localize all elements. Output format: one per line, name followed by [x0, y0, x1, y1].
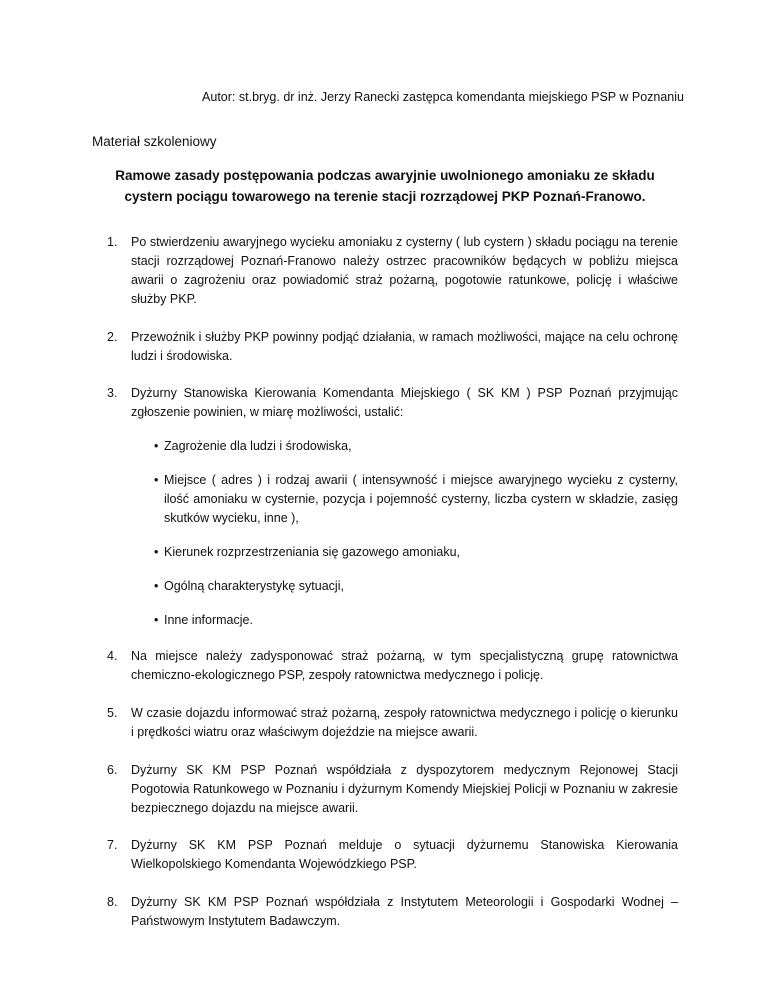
bullet-marker: •: [154, 473, 159, 487]
list-item: [92, 836, 678, 874]
item-number: 8.: [107, 895, 118, 909]
procedure-list: [92, 233, 678, 931]
material-label: Materiał szkoleniowy: [92, 134, 217, 149]
bullet-item: [131, 437, 678, 456]
bullet-item: [131, 611, 678, 630]
item-number: 1.: [107, 235, 118, 249]
list-item: [92, 384, 678, 630]
list-item: [92, 233, 678, 309]
bullet-item: [131, 471, 678, 528]
list-item: [92, 761, 678, 818]
item-number: 4.: [107, 649, 118, 663]
item-text: Po stwierdzeniu awaryjnego wycieku amoniaku z cysterny ( lub cystern ) składu pociągu na terenie stacji rozrządowej Poznań-Franowo należy ostrzec pracowników będących w pobliżu miejsca awarii o zagrożeniu oraz powiadomić straż pożarną, pogotowie ratunkowe, policję i właściwe służby PKP.: [131, 235, 678, 306]
item-text: Dyżurny SK KM PSP Poznań współdziała z Instytutem Meteorologii i Gospodarki Wodnej – Państwowym Instytutem Badawczym.: [131, 895, 678, 928]
bullet-item: [131, 543, 678, 562]
list-item: [92, 647, 678, 685]
item-number: 2.: [107, 330, 118, 344]
bullet-marker: •: [154, 439, 159, 453]
item-text: Na miejsce należy zadysponować straż pożarną, w tym specjalistyczną grupę ratownictwa chemiczno-ekologicznego PSP, zespoły ratownictwa medycznego i policję.: [131, 649, 678, 682]
bullet-text: Miejsce ( adres ) i rodzaj awarii ( intensywność i miejsce awaryjnego wycieku z cysterny, ilość amoniaku w cysternie, pozycja i pojemność cysterny, liczba cystern w składzie, zasięg skutków wycieku, inne ),: [164, 473, 678, 525]
bullet-marker: •: [154, 545, 159, 559]
bullet-text: Inne informacje.: [164, 613, 253, 627]
item-number: 7.: [107, 838, 118, 852]
item-number: 6.: [107, 763, 118, 777]
bullet-item: [131, 577, 678, 596]
bullet-text: Kierunek rozprzestrzeniania się gazowego amoniaku,: [164, 545, 460, 559]
item-text: Dyżurny SK KM PSP Poznań współdziała z dyspozytorem medycznym Rejonowej Stacji Pogotowia Ratunkowego w Poznaniu i dyżurnym Komendy Miejskiej Policji w Poznaniu w zakresie bezpiecznego dojazdu na miejsce awarii.: [131, 763, 678, 815]
author-line: Autor: st.bryg. dr inż. Jerzy Ranecki zastępca komendanta miejskiego PSP w Poznaniu: [202, 90, 684, 104]
list-item: [92, 704, 678, 742]
document-title: Ramowe zasady postępowania podczas awaryjnie uwolnionego amoniaku ze składu cystern pociągu towarowego na terenie stacji rozrządowej PKP Poznań-Franowo.: [115, 168, 655, 204]
item-text: Przewoźnik i służby PKP powinny podjąć działania, w ramach możliwości, mające na celu ochronę ludzi i środowiska.: [131, 330, 678, 363]
bullet-marker: •: [154, 579, 159, 593]
bullet-text: Ogólną charakterystykę sytuacji,: [164, 579, 344, 593]
bullet-marker: •: [154, 613, 159, 627]
item-number: 3.: [107, 386, 118, 400]
list-item: [92, 893, 678, 931]
item-number: 5.: [107, 706, 118, 720]
list-item: [92, 328, 678, 366]
item-text: Dyżurny Stanowiska Kierowania Komendanta Miejskiego ( SK KM ) PSP Poznań przyjmując zgłoszenie powinien, w miarę możliwości, ustalić:: [131, 386, 678, 419]
bullet-list: [131, 437, 678, 630]
item-text: W czasie dojazdu informować straż pożarną, zespoły ratownictwa medycznego i policję o kierunku i prędkości wiatru oraz właściwym dojeździe na miejsce awarii.: [131, 706, 678, 739]
bullet-text: Zagrożenie dla ludzi i środowiska,: [164, 439, 352, 453]
item-text: Dyżurny SK KM PSP Poznań melduje o sytuacji dyżurnemu Stanowiska Kierowania Wielkopolskiego Komendanta Wojewódzkiego PSP.: [131, 838, 678, 871]
